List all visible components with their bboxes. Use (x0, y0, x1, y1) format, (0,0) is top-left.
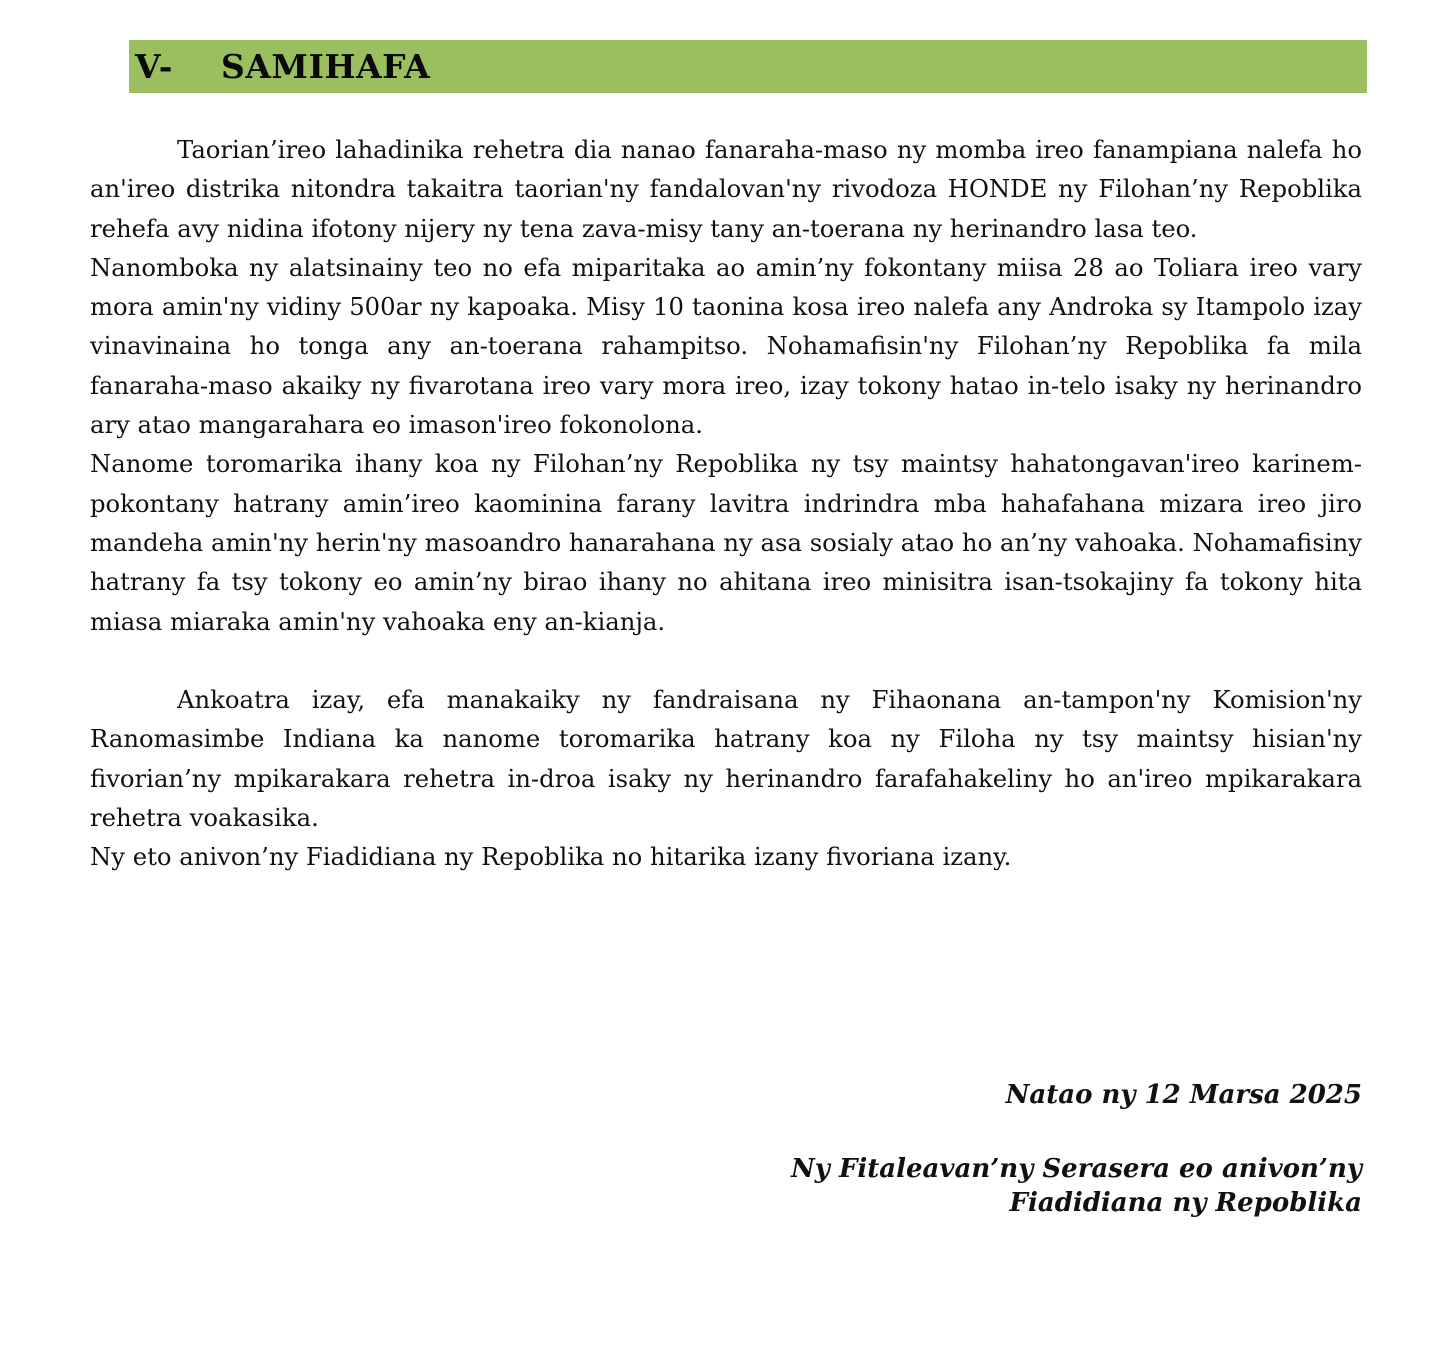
signature-date: Natao ny 12 Marsa 2025 (1005, 1080, 1362, 1110)
signature-line-1: Ny Fitaleavan’ny Serasera eo anivon’ny (791, 1154, 1362, 1184)
section-heading-bar (129, 40, 1367, 93)
signature-block (791, 1152, 1362, 1220)
signature-line-2: Fiadidiana ny Repoblika (1009, 1188, 1362, 1218)
body-text (90, 130, 1362, 877)
paragraph-4: Ankoatra izay, efa manakaiky ny fandraisana ny Fihaonana an-tampon'ny Komision'ny Ranomasimbe Indiana ka nanome toromarika hatrany koa ny Filoha ny tsy maintsy hisian'ny fivorian’ny mpikarakara rehetra in-droa isaky ny herinandro farafahakeliny ho an'ireo mpikarakara rehetra voakasika. (90, 685, 1362, 833)
paragraph-3: Nanome toromarika ihany koa ny Filohan’ny Repoblika ny tsy maintsy hahatongavan'ireo karinem-pokontany hatrany amin’ireo kaominina farany lavitra indrindra mba hahafahana mizara ireo jiro mandeha amin'ny herin'ny masoandro hanarahana ny asa sosialy atao ho an’ny vahoaka. Nohamafisiny hatrany fa tsy tokony eo amin’ny birao ihany no ahitana ireo minisitra isan-tsokajiny fa tokony hita miasa miaraka amin'ny vahoaka eny an-kianja. (90, 449, 1362, 636)
paragraph-5: Ny eto anivon’ny Fiadidiana ny Repoblika no hitarika izany fivoriana izany. (90, 842, 1012, 872)
section-title: SAMIHAFA (221, 47, 431, 86)
paragraph-2: Nanomboka ny alatsinainy teo no efa miparitaka ao amin’ny fokontany miisa 28 ao Toliara ireo vary mora amin'ny vidiny 500ar ny kapoaka. Misy 10 taonina kosa ireo nalefa any Androka sy Itampolo izay vinavinaina ho tonga any an-toerana rahampitso. Nohamafisin'ny Filohan’ny Repoblika fa mila fanaraha-maso akaiky ny fivarotana ireo vary mora ireo, izay tokony hatao in-telo isaky ny herinandro ary atao mangarahara eo imason'ireo fokonolona. (90, 252, 1362, 440)
section-number: V- (135, 47, 173, 86)
paragraph-spacer (90, 641, 1362, 680)
paragraph-1: Taorian’ireo lahadinika rehetra dia nanao fanaraha-maso ny momba ireo fanampiana nalefa ho an'ireo distrika nitondra takaitra taorian'ny fandalovan'ny rivodoza HONDE ny Filohan’ny Repoblika rehefa avy nidina ifotony nijery ny tena zava-misy tany an-toerana ny herinandro lasa teo. (90, 135, 1362, 243)
